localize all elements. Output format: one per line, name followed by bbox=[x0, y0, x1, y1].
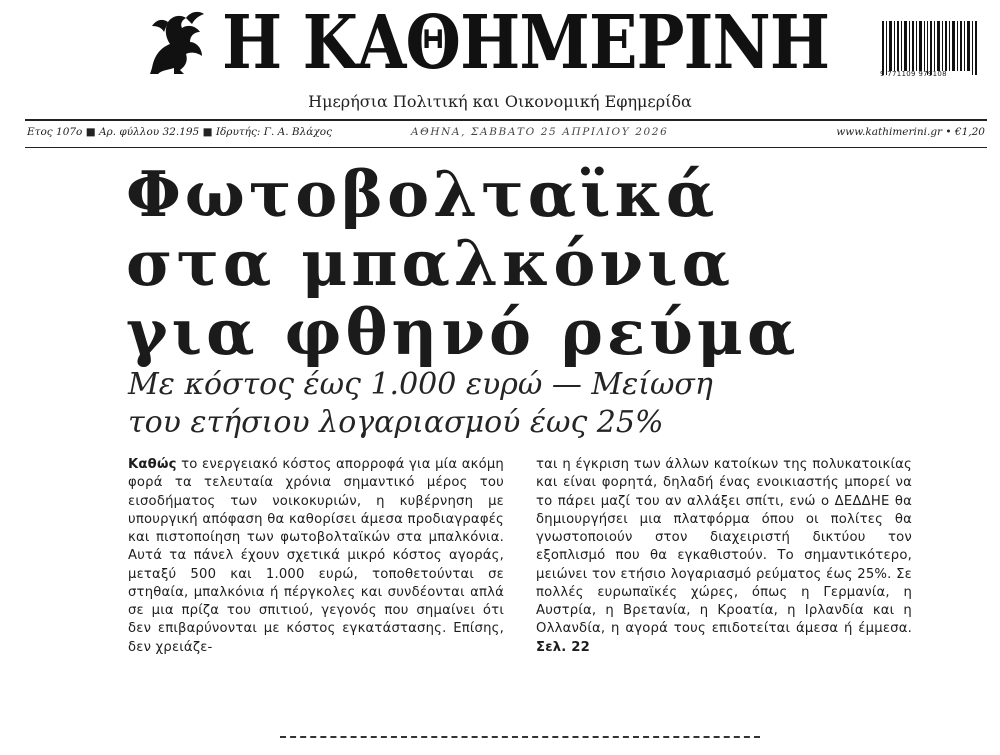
issue-info-bar bbox=[25, 119, 987, 148]
article-column-left bbox=[128, 456, 504, 657]
newspaper-subtitle: Ημερήσια Πολιτική και Οικονομική Εφημερίδα bbox=[308, 92, 692, 111]
website-price: www.kathimerini.gr • €1,20 bbox=[836, 126, 985, 138]
subheadline-line-1: Με κόστος έως 1.000 ευρώ — Μείωση bbox=[128, 367, 713, 402]
left-column-text: το ενεργειακό κόστος απορροφά για μία ακόμη φορά τα τελευταία χρόνια σημαντικό μέρος του εισοδήματος των νοικοκυριών, η κυβέρνηση με υπουργική απόφαση θα καθορίσει άμεσα προδιαγραφές και πιστοποίηση των φωτοβολταϊκών στα μπαλκόνια. Αυτά τα πάνελ έχουν σχετικά μικρό κόστος αγοράς, μεταξύ 500 και 1.000 ευρώ, τοποθετούνται σε στηθαία, μπαλκόνια ή πέργκολες και συνδέονται απλά σε μια πρίζα του σπιτιού, γεγονός που σημαίνει ότι δεν επιβαρύνονται με κόστος εγκατάστασης. Επίσης, δεν χρειάζε- bbox=[128, 457, 504, 655]
issue-details: Ετος 107ο ■ Αρ. φύλλου 32.195 ■ Ιδρυτής: Γ. Α. Βλάχος bbox=[27, 126, 332, 138]
headline-line-3: για φθηνό ρεύμα bbox=[126, 295, 800, 369]
barcode-number: 9 771109 979108 bbox=[880, 70, 947, 78]
article-subheadline bbox=[128, 366, 908, 442]
headline-line-1: Φωτοβολταϊκά bbox=[126, 157, 719, 231]
lead-word: Καθώς bbox=[128, 457, 177, 472]
newspaper-title: Η ΚΑΘΗΜΕΡΙΝΗ bbox=[222, 0, 830, 86]
issue-date: ΑΘΗΝΑ, ΣΑΒΒΑΤΟ 25 ΑΠΡΙΛΙΟΥ 2026 bbox=[411, 126, 669, 138]
page-reference: Σελ. 22 bbox=[536, 639, 591, 655]
headline-line-2: στα μπαλκόνια bbox=[126, 226, 735, 300]
right-column-text: ται η έγκριση των άλλων κατοίκων της πολυκατοικίας και είναι φορητά, δηλαδή ένας ενοικιαστής μπορεί να το πάρει μαζί του αν αλλάξει σπίτι, ενώ ο ΔΕΔΔΗΕ θα δημιουργήσει μια πλατφόρμα όπου οι πολίτες θα γνωστοποιούν στον διαχειριστή δικτύου τον εξοπλισμό που θα εγκαθιστούν. Το σημαντικότερο, μειώνει τον ετήσιο λογαριασμό ρεύματος έως 25%. Σε πολλές ευρωπαϊκές χώρες, όπως η Γερμανία, η Αυστρία, η Βρετανία, η Κροατία, η Ιρλανδία και η Ολλανδία, η αγορά τους επιδοτείται άμεσα ή έμμεσα. bbox=[536, 457, 912, 637]
article-column-right bbox=[536, 456, 912, 657]
griffin-logo-icon bbox=[140, 8, 210, 80]
divider bbox=[280, 736, 760, 738]
subheadline-line-2: του ετήσιου λογαριασμού έως 25% bbox=[128, 405, 664, 440]
article-headline bbox=[126, 157, 886, 369]
masthead bbox=[0, 0, 1000, 122]
